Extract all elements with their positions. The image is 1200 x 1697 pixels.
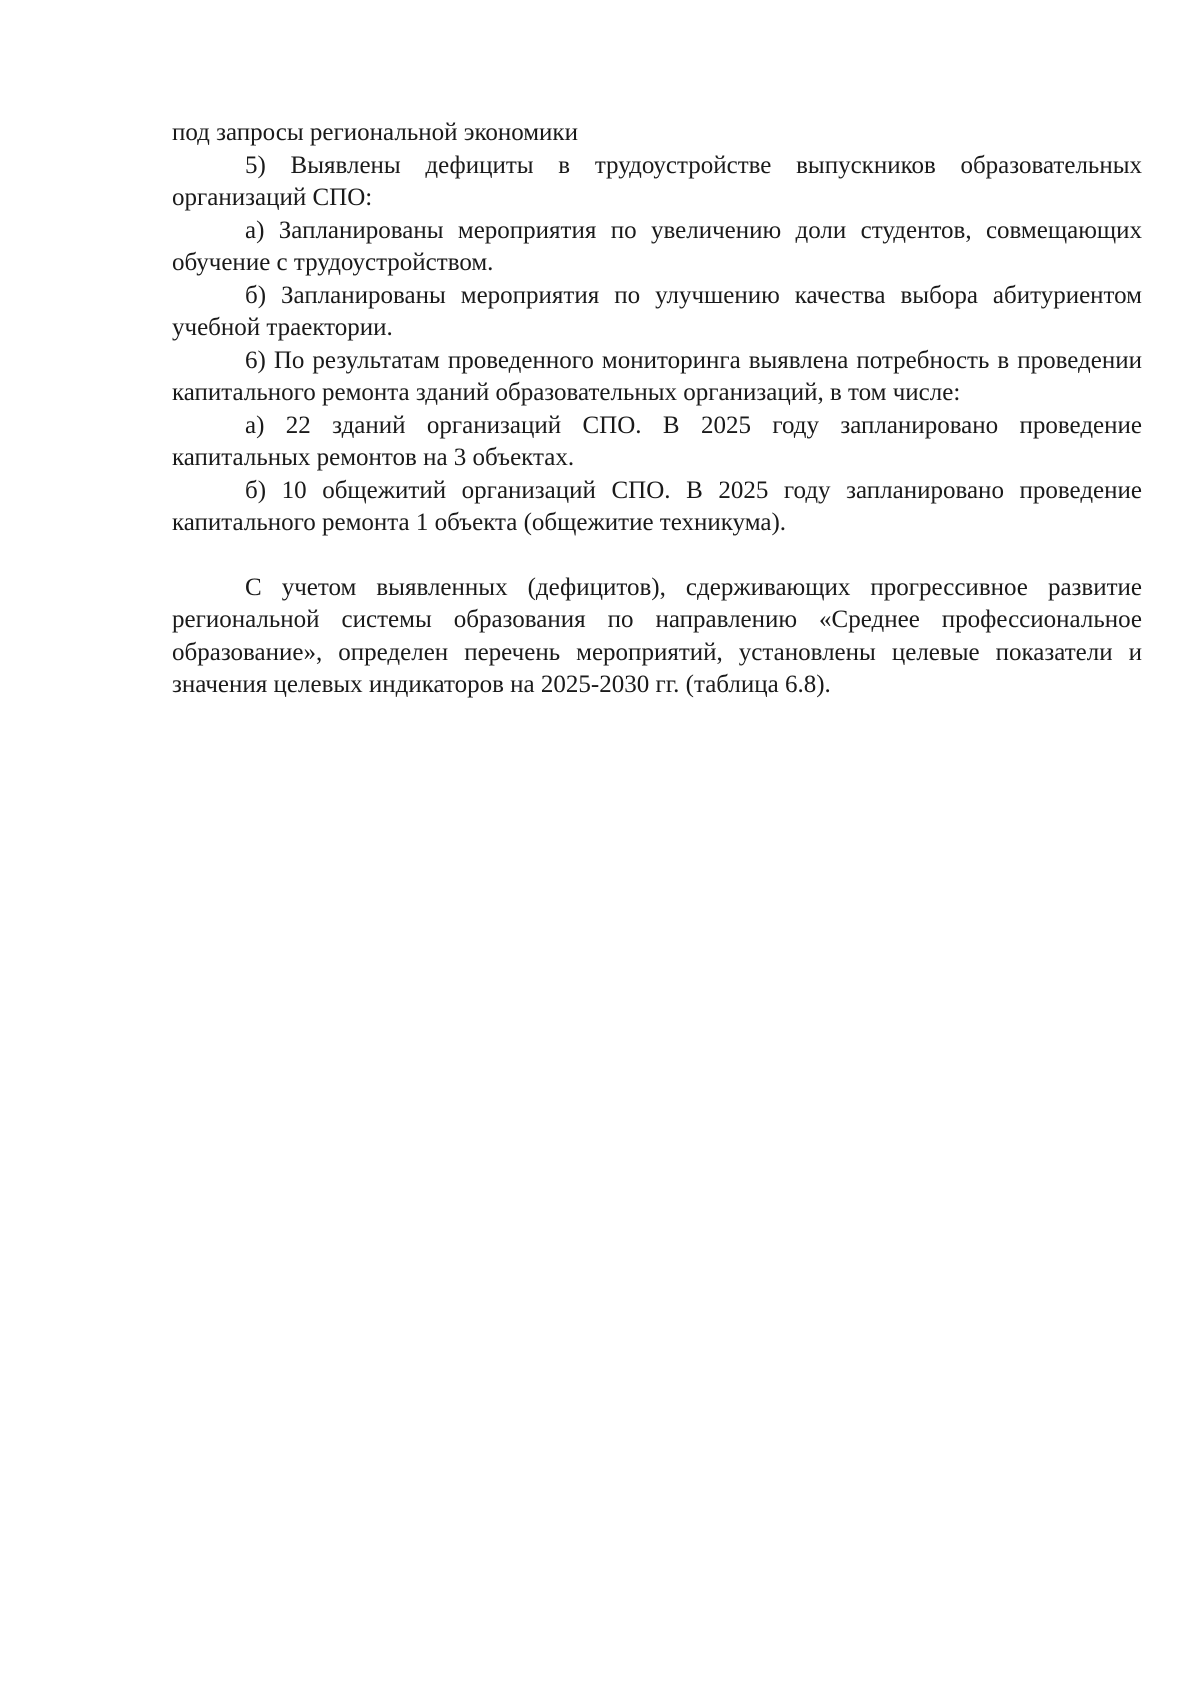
document-body	[172, 117, 1142, 702]
paragraph-item-6b: б) 10 общежитий организаций СПО. В 2025 году запланировано проведение капитального ремонта 1 объекта (общежитие техникума).	[172, 476, 1142, 536]
paragraph-item-6a: а) 22 зданий организаций СПО. В 2025 году запланировано проведение капитальных ремонтов на 3 объектах.	[172, 411, 1142, 471]
paragraph-item-5b: б) Запланированы мероприятия по улучшению качества выбора абитуриентом учебной траектории.	[172, 281, 1142, 341]
paragraph-continuation: под запросы региональной экономики	[172, 119, 578, 146]
paragraph-conclusion: С учетом выявленных (дефицитов), сдерживающих прогрессивное развитие региональной системы образования по направлению «Среднее профессиональное образование», определен перечень мероприятий, установлены целевые показатели и значения целевых индикаторов на 2025-2030 гг. (таблица 6.8).	[172, 573, 1142, 698]
paragraph-item-5a: а) Запланированы мероприятия по увеличению доли студентов, совмещающих обучение с трудоустройством.	[172, 216, 1142, 276]
paragraph-item-6: 6) По результатам проведенного мониторинга выявлена потребность в проведении капитального ремонта зданий образовательных организаций, в том числе:	[172, 346, 1142, 406]
paragraph-item-5: 5) Выявлены дефициты в трудоустройстве выпускников образовательных организаций СПО:	[172, 151, 1142, 211]
